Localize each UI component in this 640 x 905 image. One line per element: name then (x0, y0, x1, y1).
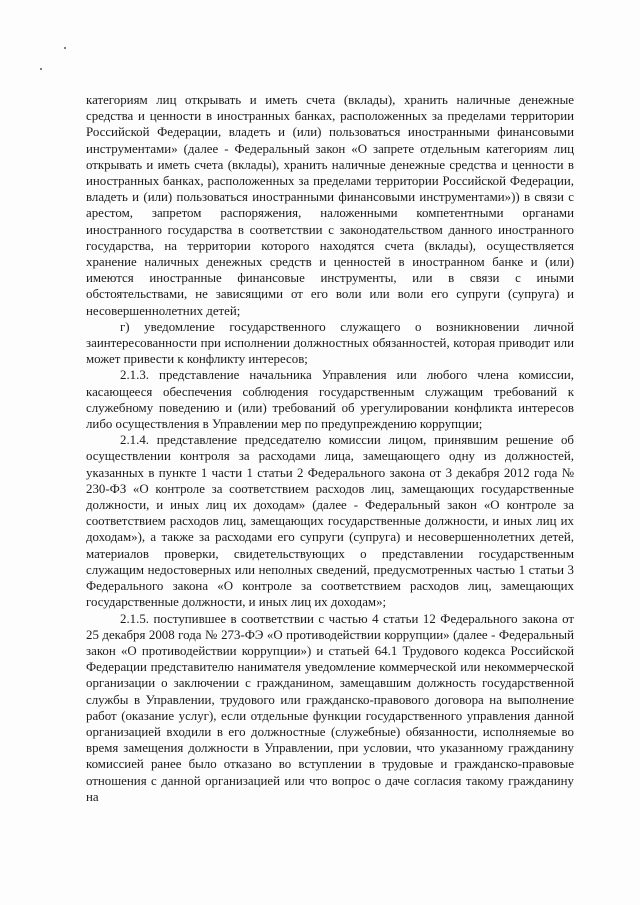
document-body (86, 92, 574, 805)
paragraph-2-1-5: 2.1.5. поступившее в соответствии с частью 4 статьи 12 Федерального закона от 25 декабря 2008 года № 273-ФЭ «О противодействии коррупции» (далее - Федеральный закон «О противодействии коррупции») и статьей 64.1 Трудового кодекса Российской Федерации представителю нанимателя уведомление коммерческой или некоммерческой организации о заключении с гражданином, замещавшим должность государственной службы в Управлении, трудового или гражданско-правового договора на выполнение работ (оказание услуг), если отдельные функции государственного управления данной организацией входили в его должностные (служебные) обязанности, исполняемые во время замещения должности в Управлении, при условии, что указанному гражданину комиссией ранее было отказано во вступлении в трудовые и гражданско-правовые отношения с данной организацией или что вопрос о даче согласия такому гражданину на (86, 611, 574, 804)
paragraph-2-1-4: 2.1.4. представление председателю комиссии лицом, принявшим решение об осуществлении контроля за расходами лица, замещающего одну из должностей, указанных в пункте 1 части 1 статьи 2 Федерального закона от 3 декабря 2012 года № 230-ФЗ «О контроле за соответствием расходов лиц, замещающих государственные должности, и иных лиц их доходам» (далее - Федеральный закон «О контроле за соответствием расходов лиц, замещающих государственные должности, и иных лиц их доходам»), а также за расходами его супруги (супруга) и несовершеннолетних детей, материалов проверки, свидетельствующих о представлении государственным служащим недостоверных или неполных сведений, предусмотренных частью 1 статьи 3 Федерального закона «О контроле за соответствием расходов лиц, замещающих государственные должности, и иных лиц их доходам»; (86, 433, 574, 610)
paragraph-continuation: категориям лиц открывать и иметь счета (вклады), хранить наличные денежные средства и ценности в иностранных банках, расположенных за пределами территории Российской Федерации, владеть и (или) пользоваться иностранными финансовыми инструментами» (далее - Федеральный закон «О запрете отдельным категориям лиц открывать и иметь счета (вклады), хранить наличные денежные средства и ценности в иностранных банках, расположенных за пределами территории Российской Федерации, владеть и (или) пользоваться иностранными финансовыми инструментами»)) в связи с арестом, запретом распоряжения, наложенными компетентными органами иностранного государства в соответствии с законодательством данного иностранного государства, на территории которого находятся счета (вклады), осуществляется хранение наличных денежных средств и ценностей в иностранном банке и (или) имеются иностранные финансовые инструменты, или в связи с иными обстоятельствами, не зависящими от его воли или воли его супруги (супруга) и несовершеннолетних детей; (86, 93, 574, 318)
paragraph-2-1-3: 2.1.3. представление начальника Управления или любого члена комиссии, касающееся обеспечения соблюдения государственным служащим требований к служебному поведению и (или) требований об урегулировании конфликта интересов либо осуществления в Управлении мер по предупреждению коррупции; (86, 368, 574, 432)
scan-speck (64, 47, 66, 49)
scan-speck (40, 68, 42, 70)
paragraph-item-g: г) уведомление государственного служащего о возникновении личной заинтересованности при исполнении должностных обязанностей, которая приводит или может привести к конфликту интересов; (86, 319, 574, 367)
